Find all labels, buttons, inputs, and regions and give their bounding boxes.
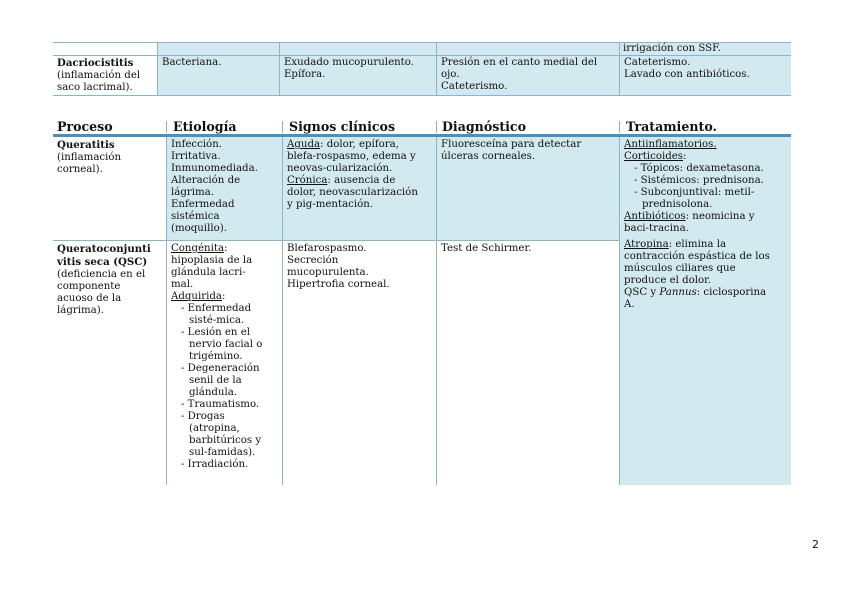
item-text: nervio facial o [189, 339, 263, 350]
item-text: - Lesión en el [181, 327, 251, 338]
signos-line: dolor, neovascularización [287, 187, 418, 198]
diagnostico-line: Presión en el canto medial del [441, 57, 598, 68]
queratitis-etiologia-cell [167, 138, 282, 235]
proceso-desc: lágrima). [57, 305, 104, 316]
diagnostico-line: Test de Schirmer. [441, 243, 532, 254]
tratamiento-line: Lavado con antibióticos. [624, 69, 750, 80]
congenita-label: Congénita [171, 243, 225, 254]
header-tratamiento: Tratamiento. [626, 119, 717, 134]
list-item: - Sistémicos: prednisona. [634, 175, 764, 186]
atropina-text: contracción espástica de los [624, 251, 770, 262]
atropina-text: produce el dolor. [624, 275, 712, 286]
proceso-desc: (inflamación del saco lacrimal). [57, 70, 141, 93]
item-text: - Traumatismo. [181, 399, 260, 410]
signos-line: mucopurulenta. [287, 267, 369, 278]
tratamiento-line: Cateterismo. [624, 57, 691, 68]
antibioticos-label: Antibióticos [624, 211, 686, 222]
dacrio-signos-cell [280, 56, 436, 81]
signos-line: neovas-cularización. [287, 163, 393, 174]
tratamiento-text: irrigación con SSF. [623, 43, 721, 54]
proceso-desc: corneal). [57, 164, 103, 175]
tratamiento-cell [620, 138, 791, 311]
header-divider [619, 121, 620, 133]
page-number: 2 [812, 538, 819, 551]
header-divider [282, 121, 283, 133]
qsc-proceso-cell [53, 242, 166, 317]
qsc-etiologia-cell [167, 242, 282, 471]
item-text: - Drogas [181, 411, 225, 422]
antibioticos-text: baci-tracina. [624, 223, 689, 234]
etiologia-line: Irritativa. [171, 151, 221, 162]
header-divider [166, 121, 167, 133]
corticoides-colon: : [683, 151, 687, 162]
dacrio-diagnostico-cell [437, 56, 619, 93]
item-text: - Degeneración [181, 363, 260, 374]
item-text: (atropina, [189, 423, 240, 434]
etiologia-line: sistémica [171, 211, 220, 222]
etiologia-line: Enfermedad [171, 199, 235, 210]
proceso-name: vitis seca (QSC) [57, 256, 148, 268]
queratitis-proceso-cell [53, 138, 166, 176]
diagnostico-line: úlceras corneales. [441, 151, 536, 162]
list-item [179, 411, 278, 459]
list-item [179, 363, 278, 399]
pannus-text: Pannus [659, 287, 697, 298]
table1-col-divider [157, 42, 158, 96]
header-etiologia: Etiología [173, 119, 237, 134]
etiologia-line: mal. [171, 279, 194, 290]
table1-top-tratamiento [619, 42, 791, 55]
diagnostico-line: Cateterismo. [441, 81, 508, 92]
cronica-label: Crónica [287, 175, 328, 186]
list-item [179, 399, 278, 411]
queratitis-signos-cell [283, 138, 436, 211]
item-text: trigémino. [189, 351, 243, 362]
corticoides-label: Corticoides [624, 151, 684, 162]
etiologia-line: Alteración de [171, 175, 241, 186]
signos-line: Blefarospasmo. [287, 243, 367, 254]
table1-bottom-border [53, 95, 791, 96]
proceso-name: Dacriocistitis [57, 57, 134, 69]
proceso-desc: (inflamación [57, 152, 122, 163]
dacrio-proceso-cell [53, 56, 157, 94]
qsc-text: : ciclosporina [696, 287, 767, 298]
etiologia-line: lágrima. [171, 187, 214, 198]
qsc-diagnostico-cell [437, 242, 619, 255]
corticoides-list [624, 163, 787, 211]
dacrio-tratamiento-cell [620, 56, 791, 81]
item-text: sul-famidas). [189, 447, 256, 458]
diagnostico-line: Fluoresceína para detectar [441, 139, 582, 150]
item-text: barbitúricos y [189, 435, 262, 446]
subconj-text: prednisolona. [642, 199, 713, 210]
etiologia-line: glándula lacri- [171, 267, 246, 278]
antiinflamatorios-label: Antiinflamatorios. [624, 139, 717, 150]
qsc-signos-cell [283, 242, 436, 291]
etiologia-line: : [224, 243, 228, 254]
header-proceso: Proceso [57, 119, 113, 134]
item-text: sisté-mica. [189, 315, 245, 326]
aguda-label: Aguda [287, 139, 321, 150]
subconj-text: - Subconjuntival: metil- [634, 187, 755, 198]
header-signos: Signos clínicos [289, 119, 396, 134]
signos-line: Exudado mucopurulento. [284, 57, 414, 68]
signos-line: : ausencia de [327, 175, 396, 186]
atropina-label: Atropina [624, 239, 669, 250]
body-col-divider [436, 137, 437, 485]
item-text: senil de la [189, 375, 242, 386]
proceso-desc: (deficiencia en el [57, 269, 146, 280]
proceso-desc: acuoso de la [57, 293, 122, 304]
item-text: - Enfermedad [181, 303, 252, 314]
proceso-name: Queratitis [57, 139, 115, 151]
proceso-desc: componente [57, 281, 121, 292]
list-item [179, 459, 278, 471]
adquirida-label: Adquirida [171, 291, 222, 302]
qsc-text: A. [624, 299, 635, 310]
adquirida-colon: : [221, 291, 226, 302]
etiologia-line: Infección. [171, 139, 222, 150]
signos-line: : dolor, epífora, [320, 139, 399, 150]
qsc-text: QSC y [624, 287, 660, 298]
diagnostico-line: ojo. [441, 69, 460, 80]
signos-line: Secreción [287, 255, 339, 266]
header-diagnostico: Diagnóstico [442, 119, 526, 134]
etiologia-text: Bacteriana. [162, 57, 222, 68]
signos-line: Epífora. [284, 69, 326, 80]
dacrio-etiologia-cell [158, 56, 279, 69]
antibioticos-text: : neomicina y [685, 211, 755, 222]
adquirida-list [171, 303, 278, 471]
etiologia-line: (moquillo). [171, 223, 227, 234]
signos-line: Hipertrofia corneal. [287, 279, 390, 290]
list-item [179, 303, 278, 327]
proceso-name: Queratoconjunti [57, 243, 151, 255]
list-item: - Tópicos: dexametasona. [634, 163, 764, 174]
queratitis-diagnostico-cell [437, 138, 619, 163]
signos-line: blefa-rospasmo, edema y [287, 151, 416, 162]
etiologia-line: Inmunomediada. [171, 163, 258, 174]
list-item [179, 327, 278, 363]
row-divider [53, 240, 619, 241]
item-text: glándula. [189, 387, 238, 398]
atropina-text: : elimina la [668, 239, 727, 250]
etiologia-line: hipoplasia de la [171, 255, 253, 266]
signos-line: y pig-mentación. [287, 199, 374, 210]
item-text: - Irradiación. [181, 459, 249, 470]
atropina-text: músculos ciliares que [624, 263, 736, 274]
header-divider [436, 121, 437, 133]
list-item [624, 187, 787, 211]
